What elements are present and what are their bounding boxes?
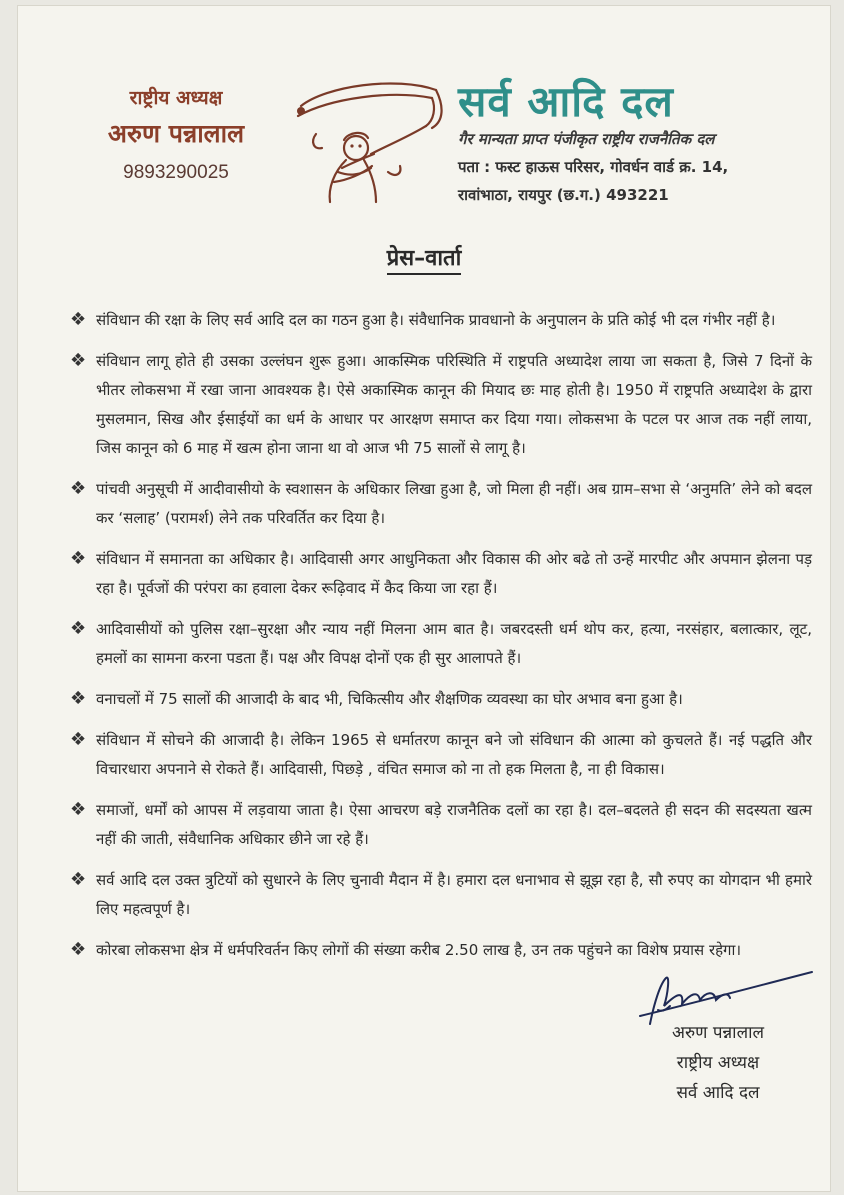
point-text: समाजों, धर्मों को आपस में लड़वाया जाता है। ऐसा आचरण बड़े राजनैतिक दलों का रहा है। दल–बदलते ही सदन की सदस्यता खत्म नहीं की जाती, संवैधानिक अधिकार छीने जा रहे हैं। bbox=[96, 801, 812, 848]
trumpet-player-logo-icon bbox=[276, 76, 451, 206]
signatory-name: अरुण पन्नालाल bbox=[671, 1023, 765, 1043]
party-name: सर्व आदि दल bbox=[458, 77, 674, 126]
diamond-bullet-icon: ❖ bbox=[70, 729, 87, 750]
party-address-line-2: रावांभाठा, रायपुर (छ.ग.) 493221 bbox=[458, 186, 669, 204]
president-info bbox=[76, 84, 276, 184]
president-role: राष्ट्रीय अध्यक्ष bbox=[129, 87, 223, 109]
diamond-bullet-icon: ❖ bbox=[70, 478, 87, 499]
point-text: संविधान की रक्षा के लिए सर्व आदि दल का गठन हुआ है। संवैधानिक प्रावधानो के अनुपालन के प्रति कोई भी दल गंभीर नहीं है। bbox=[96, 311, 776, 329]
signatory-party: सर्व आदि दल bbox=[676, 1083, 760, 1103]
list-item bbox=[70, 936, 812, 965]
diamond-bullet-icon: ❖ bbox=[70, 869, 87, 890]
press-release-page bbox=[18, 6, 830, 1191]
party-subtitle: गैर मान्यता प्राप्त पंजीकृत राष्ट्रीय राजनैतिक दल bbox=[458, 130, 715, 148]
point-text: कोरबा लोकसभा क्षेत्र में धर्मपरिवर्तन किए लोगों की संख्या करीब 2.50 लाख है, उन तक पहुंचने का विशेष प्रयास रहेगा। bbox=[96, 941, 742, 959]
list-item bbox=[70, 726, 812, 784]
list-item bbox=[70, 866, 812, 924]
party-address-line-1: पता : फस्ट हाऊस परिसर, गोवर्धन वार्ड क्र. 14, bbox=[458, 158, 729, 176]
point-text: संविधान में सोचने की आजादी है। लेकिन 1965 से धर्मातरण कानून बने जो संविधान की आत्मा को कुचलते हैं। नई पद्धति और विचारधारा अपनाने से रोकते हैं। आदिवासी, पिछड़े , वंचित समाज को ना तो हक मिलता है, ना ही विकास। bbox=[96, 731, 812, 778]
diamond-bullet-icon: ❖ bbox=[70, 618, 87, 639]
list-item bbox=[70, 347, 812, 463]
diamond-bullet-icon: ❖ bbox=[70, 799, 87, 820]
signatory-role: राष्ट्रीय अध्यक्ष bbox=[676, 1053, 760, 1073]
point-text: आदिवासीयों को पुलिस रक्षा–सुरक्षा और न्याय नहीं मिलना आम बात है। जबरदस्ती धर्म थोप कर, हत्या, नरसंहार, बलात्कार, लूट, हमलों का सामना करना पडता हैं। पक्ष और विपक्ष दोनों एक ही सुर आलापते हैं। bbox=[96, 620, 812, 667]
point-text: पांचवी अनुसूची में आदीवासीयो के स्वशासन के अधिकार लिखा हुआ है, जो मिला ही नहीं। अब ग्राम–सभा से ‘अनुमति’ लेने को बदल कर ‘सलाह’ (परामर्श) लेने तक परिवर्तित कर दिया है। bbox=[96, 480, 812, 527]
diamond-bullet-icon: ❖ bbox=[70, 350, 87, 371]
point-text: सर्व आदि दल उक्त त्रुटियों को सुधारने के लिए चुनावी मैदान में है। हमारा दल धनाभाव से झूझ रहा है, सौ रुपए का योगदान भी हमारे लिए महत्वपूर्ण है। bbox=[96, 871, 812, 918]
document-title bbox=[18, 242, 830, 272]
point-text: संविधान में समानता का अधिकार है। आदिवासी अगर आधुनिकता और विकास की ओर बढे तो उन्हें मारपीट और अपमान झेलना पड़ रहा है। पूर्वजों की परंपरा का हवाला देकर रूढ़िवाद में कैद किया जा रहा हैं। bbox=[96, 550, 812, 597]
list-item bbox=[70, 545, 812, 603]
points-list bbox=[70, 306, 812, 977]
president-name: अरुण पन्नालाल bbox=[107, 119, 245, 148]
point-text: संविधान लागू होते ही उसका उल्लंघन शुरू हुआ। आकस्मिक परिस्थिति में राष्ट्रपति अध्यादेश लाया जा सकता है, जिसे 7 दिनों के भीतर लोकसभा में रखा जाना आवश्यक है। ऐसे अकास्मिक कानून की मियाद छः माह होती है। 1950 में राष्ट्रपति अध्यादेश के द्वारा मुसलमान, सिख और ईसाईयों का धर्म के आधार पर आरक्षण समाप्त कर दिया गया। लोकसभा के पटल पर आज तक नहीं लाया, जिस कानून को 6 माह में खत्म होना जाना था वो आज भी 75 सालों से लागू है। bbox=[96, 352, 812, 457]
diamond-bullet-icon: ❖ bbox=[70, 548, 87, 569]
signature-block bbox=[628, 1018, 808, 1108]
list-item bbox=[70, 796, 812, 854]
list-item bbox=[70, 615, 812, 673]
list-item bbox=[70, 475, 812, 533]
diamond-bullet-icon: ❖ bbox=[70, 939, 87, 960]
diamond-bullet-icon: ❖ bbox=[70, 309, 87, 330]
document-title-text: प्रेस–वार्ता bbox=[387, 246, 462, 275]
president-phone: 9893290025 bbox=[123, 162, 229, 183]
list-item bbox=[70, 306, 812, 335]
diamond-bullet-icon: ❖ bbox=[70, 688, 87, 709]
list-item bbox=[70, 685, 812, 714]
point-text: वनाचलों में 75 सालों की आजादी के बाद भी, चिकित्सीय और शैक्षणिक व्यवस्था का घोर अभाव बना हुआ है। bbox=[96, 690, 683, 708]
party-info bbox=[458, 72, 818, 205]
